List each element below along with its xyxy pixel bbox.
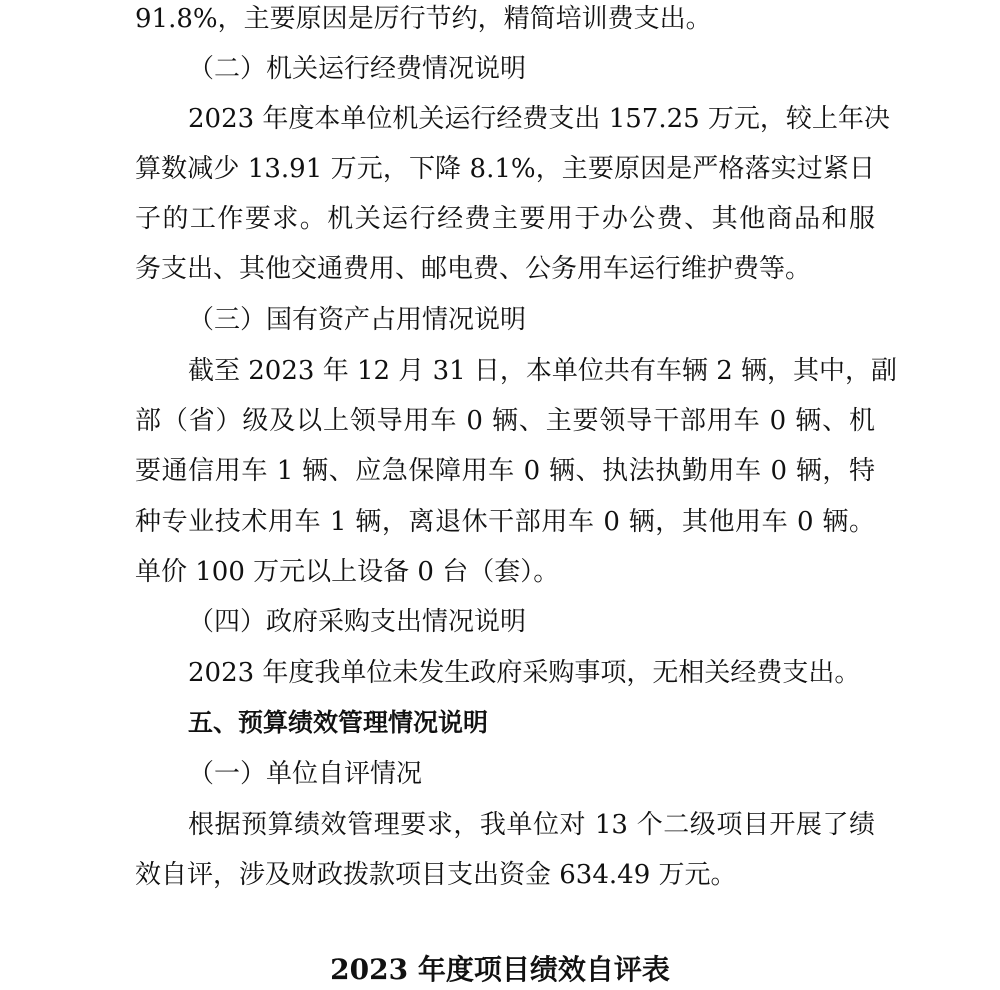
paragraph-line: 根据预算绩效管理要求，我单位对 13 个二级项目开展了绩 [188, 810, 875, 840]
sub-heading-self-evaluation: （一）单位自评情况 [188, 759, 423, 789]
paragraph-line: 要通信用车 1 辆、应急保障用车 0 辆、执法执勤用车 0 辆，特 [135, 456, 875, 486]
table-title: 2023 年度项目绩效自评表 [330, 953, 670, 986]
section-heading-2: （二）机关运行经费情况说明 [188, 54, 527, 84]
paragraph-line: 种专业技术用车 1 辆，离退休干部用车 0 辆，其他用车 0 辆。 [135, 507, 875, 537]
paragraph-line: 2023 年度本单位机关运行经费支出 157.25 万元，较上年决 [188, 104, 890, 134]
paragraph-line: 部（省）级及以上领导用车 0 辆、主要领导干部用车 0 辆、机 [135, 406, 875, 436]
paragraph-line: 子的工作要求。机关运行经费主要用于办公费、其他商品和服 [135, 204, 875, 234]
paragraph-line: 单价 100 万元以上设备 0 台（套）。 [135, 557, 560, 587]
paragraph-line: 截至 2023 年 12 月 31 日，本单位共有车辆 2 辆，其中，副 [188, 356, 897, 386]
paragraph-line: 91.8%，主要原因是厉行节约，精简培训费支出。 [135, 4, 712, 34]
paragraph-line: 算数减少 13.91 万元，下降 8.1%，主要原因是严格落实过紧日 [135, 154, 875, 184]
section-heading-3: （三）国有资产占用情况说明 [188, 305, 527, 335]
paragraph-line: 效自评，涉及财政拨款项目支出资金 634.49 万元。 [135, 860, 737, 890]
section-heading-4: （四）政府采购支出情况说明 [188, 607, 527, 637]
section-heading-5: 五、预算绩效管理情况说明 [188, 708, 489, 737]
paragraph-line: 务支出、其他交通费用、邮电费、公务用车运行维护费等。 [135, 254, 812, 284]
paragraph-line: 2023 年度我单位未发生政府采购事项，无相关经费支出。 [188, 658, 861, 688]
